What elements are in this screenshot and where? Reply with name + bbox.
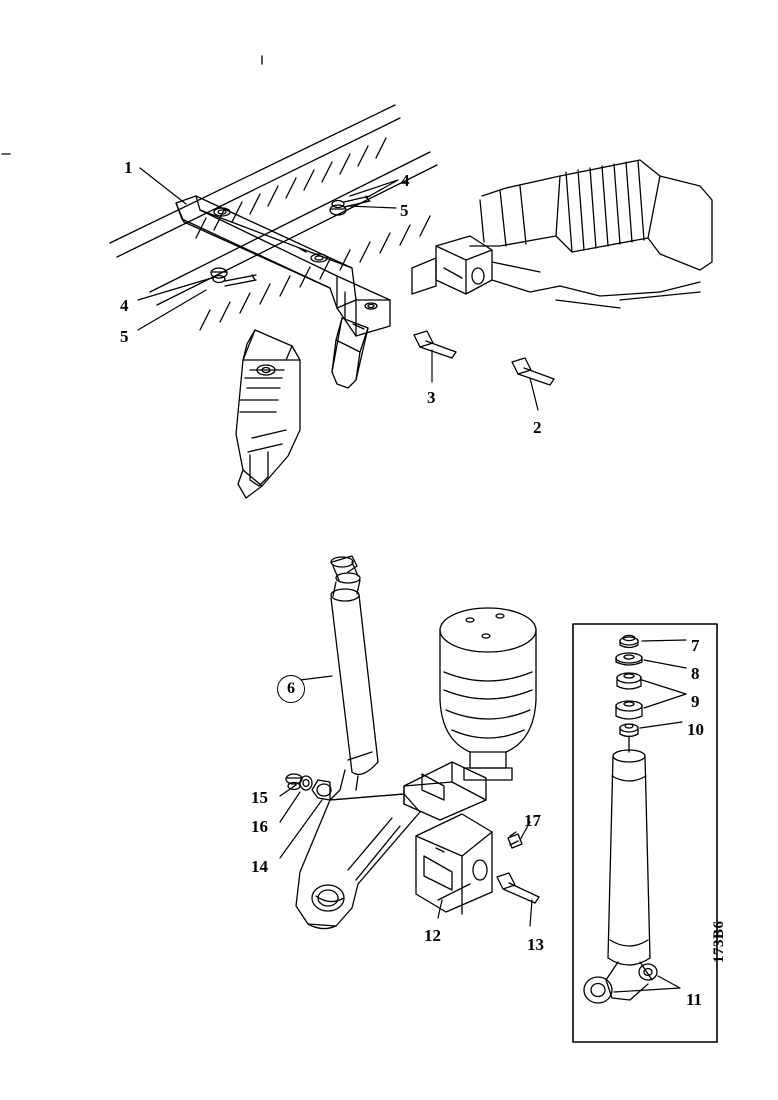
callout-4-upper: 4 [401,171,410,190]
callout-2: 2 [533,418,542,437]
callout-12: 12 [424,926,441,945]
callout-11: 11 [686,990,703,1009]
callout-17: 17 [524,811,541,830]
callout-9: 9 [691,692,700,711]
callout-5-upper: 5 [400,201,409,220]
callout-5-lower: 5 [120,327,129,346]
callout-4-lower: 4 [120,296,129,315]
lower-bolt-group [211,268,256,286]
callout-10: 10 [687,720,704,739]
callout-3: 3 [427,388,436,407]
chassis-frame-lines [2,56,437,330]
callout-8: 8 [691,664,700,683]
axle-seat-bracket [404,762,492,914]
leaf-spring-assembly [412,160,712,308]
bolt-2 [512,358,554,385]
callout-7: 7 [691,636,700,655]
callout-15: 15 [251,788,268,807]
fastener-15-16 [286,774,312,790]
shock-absorber-6 [312,556,378,800]
callout-13: 13 [527,935,544,954]
callout-16: 16 [251,817,268,836]
figure-code: 173B6 [711,920,727,963]
callout-1: 1 [124,158,133,177]
callout-6-circled: 6 [277,675,305,703]
bolt-13 [497,873,539,903]
callout-14: 14 [251,857,268,876]
trailing-arm [296,794,420,929]
air-spring [440,608,536,780]
bolt-3 [414,331,456,358]
detail-shock-assembly [584,635,657,1003]
spring-hanger-bracket [236,330,300,498]
